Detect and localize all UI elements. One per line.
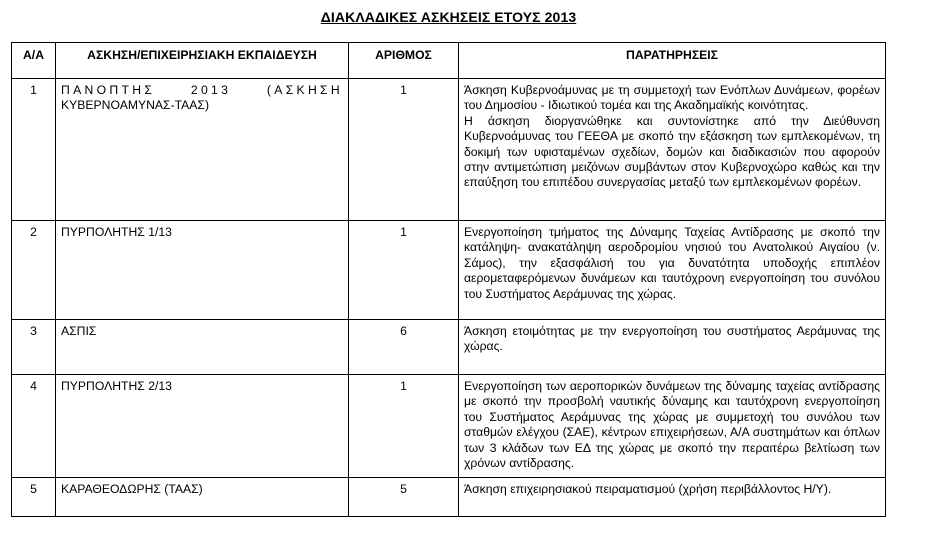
document-title: ΔΙΑΚΛΑΔΙΚΕΣ ΑΣΚΗΣΕΙΣ ΕΤΟΥΣ 2013 — [320, 9, 577, 25]
row-index: 3 — [12, 320, 56, 375]
row-index: 1 — [12, 79, 56, 221]
row-notes — [459, 79, 886, 221]
row-notes: Ενεργοποίηση τμήματος της Δύναμης Ταχείας Αντίδρασης με σκοπό την κατάληψη- ανακατάληψη αεροδρομίου νησιού του Ανατολικού Αιγαίου (ν. Σάμος), την εξασφάλισή του για δυνατότητα υποδοχής επιπλέον αερομεταφερόμενων δυνάμεων και ταυτόχρονη ενεργοποίηση του συνόλου του Συστήματος Αεράμυνας της χώρας. — [459, 221, 886, 320]
row-exercise: ΚΑΡΑΘΕΟΔΩΡΗΣ (ΤΑΑΣ) — [56, 478, 349, 517]
header-exercise: ΑΣΚΗΣΗ/ΕΠΙΧΕΙΡΗΣΙΑΚΗ ΕΚΠΑΙΔΕΥΣΗ — [56, 43, 349, 79]
table-row — [12, 320, 886, 375]
row-count: 1 — [349, 375, 459, 478]
header-index: Α/Α — [12, 43, 56, 79]
row-exercise: ΠΥΡΠΟΛΗΤΗΣ 1/13 — [56, 221, 349, 320]
row-exercise — [56, 79, 349, 221]
row-count: 5 — [349, 478, 459, 517]
row-exercise: ΑΣΠΙΣ — [56, 320, 349, 375]
row-index: 2 — [12, 221, 56, 320]
row-notes-paragraph-1: Άσκηση Κυβερνοάμυνας με τη συμμετοχή των Ενόπλων Δυνάμεων, φορέων του Δημοσίου - Ιδιωτικού τομέα και της Ακαδημαϊκής κοινότητας. — [464, 83, 880, 113]
row-notes: Ενεργοποίηση των αεροπορικών δυνάμεων της δύναμης ταχείας αντίδρασης με σκοπό την προσβολή ναυτικής δύναμης και ταυτόχρονη ενεργοποίηση του Συστήματος Αεράμυνας της χώρας με συμμετοχή του συνόλου των σταθμών ελέγχου (ΣΑΕ), κέντρων επιχειρήσεων, Α/Α συστημάτων και όπλων των 3 κλάδων των ΕΔ της χώρας με σκοπό την περαιτέρω βελτίωση των χρόνων αντίδρασης. — [459, 375, 886, 478]
row-notes: Άσκηση επιχειρησιακού πειραματισμού (χρήση περιβάλλοντος Η/Υ). — [459, 478, 886, 517]
row-count: 6 — [349, 320, 459, 375]
table-header-row — [12, 43, 886, 79]
row-index: 5 — [12, 478, 56, 517]
row-exercise: ΠΥΡΠΟΛΗΤΗΣ 2/13 — [56, 375, 349, 478]
table-row — [12, 221, 886, 320]
header-notes: ΠΑΡΑΤΗΡΗΣΕΙΣ — [459, 43, 886, 79]
row-exercise-line1: ΠΑΝΟΠΤΗΣ 2013 (ΑΣΚΗΣΗ — [61, 83, 343, 97]
row-index: 4 — [12, 375, 56, 478]
header-count: ΑΡΙΘΜΟΣ — [349, 43, 459, 79]
table-row — [12, 478, 886, 517]
table-row — [12, 375, 886, 478]
table-row — [12, 79, 886, 221]
exercises-table — [11, 42, 886, 517]
row-notes: Άσκηση ετοιμότητας με την ενεργοποίηση του συστήματος Αεράμυνας της χώρας. — [459, 320, 886, 375]
row-count: 1 — [349, 221, 459, 320]
row-count: 1 — [349, 79, 459, 221]
row-notes-paragraph-2: Η άσκηση διοργανώθηκε και συντονίστηκε από την Διεύθυνση Κυβερνοάμυνας του ΓΕΕΘΑ με σκοπό την εξάσκηση των εμπλεκομένων, τη δοκιμή των υφισταμένων σχεδίων, δομών και διαδικασιών που αφορούν στην αντιμετώπιση μειζόνων συμβάντων στον Κυβερνοχώρο καθώς και την επαύξηση του επιπέδου συνεργασίας μεταξύ των εμπλεκομένων φορέων. — [464, 113, 880, 190]
row-exercise-line2: ΚΥΒΕΡΝΟΑΜΥΝΑΣ-ΤΑΑΣ) — [61, 98, 210, 113]
